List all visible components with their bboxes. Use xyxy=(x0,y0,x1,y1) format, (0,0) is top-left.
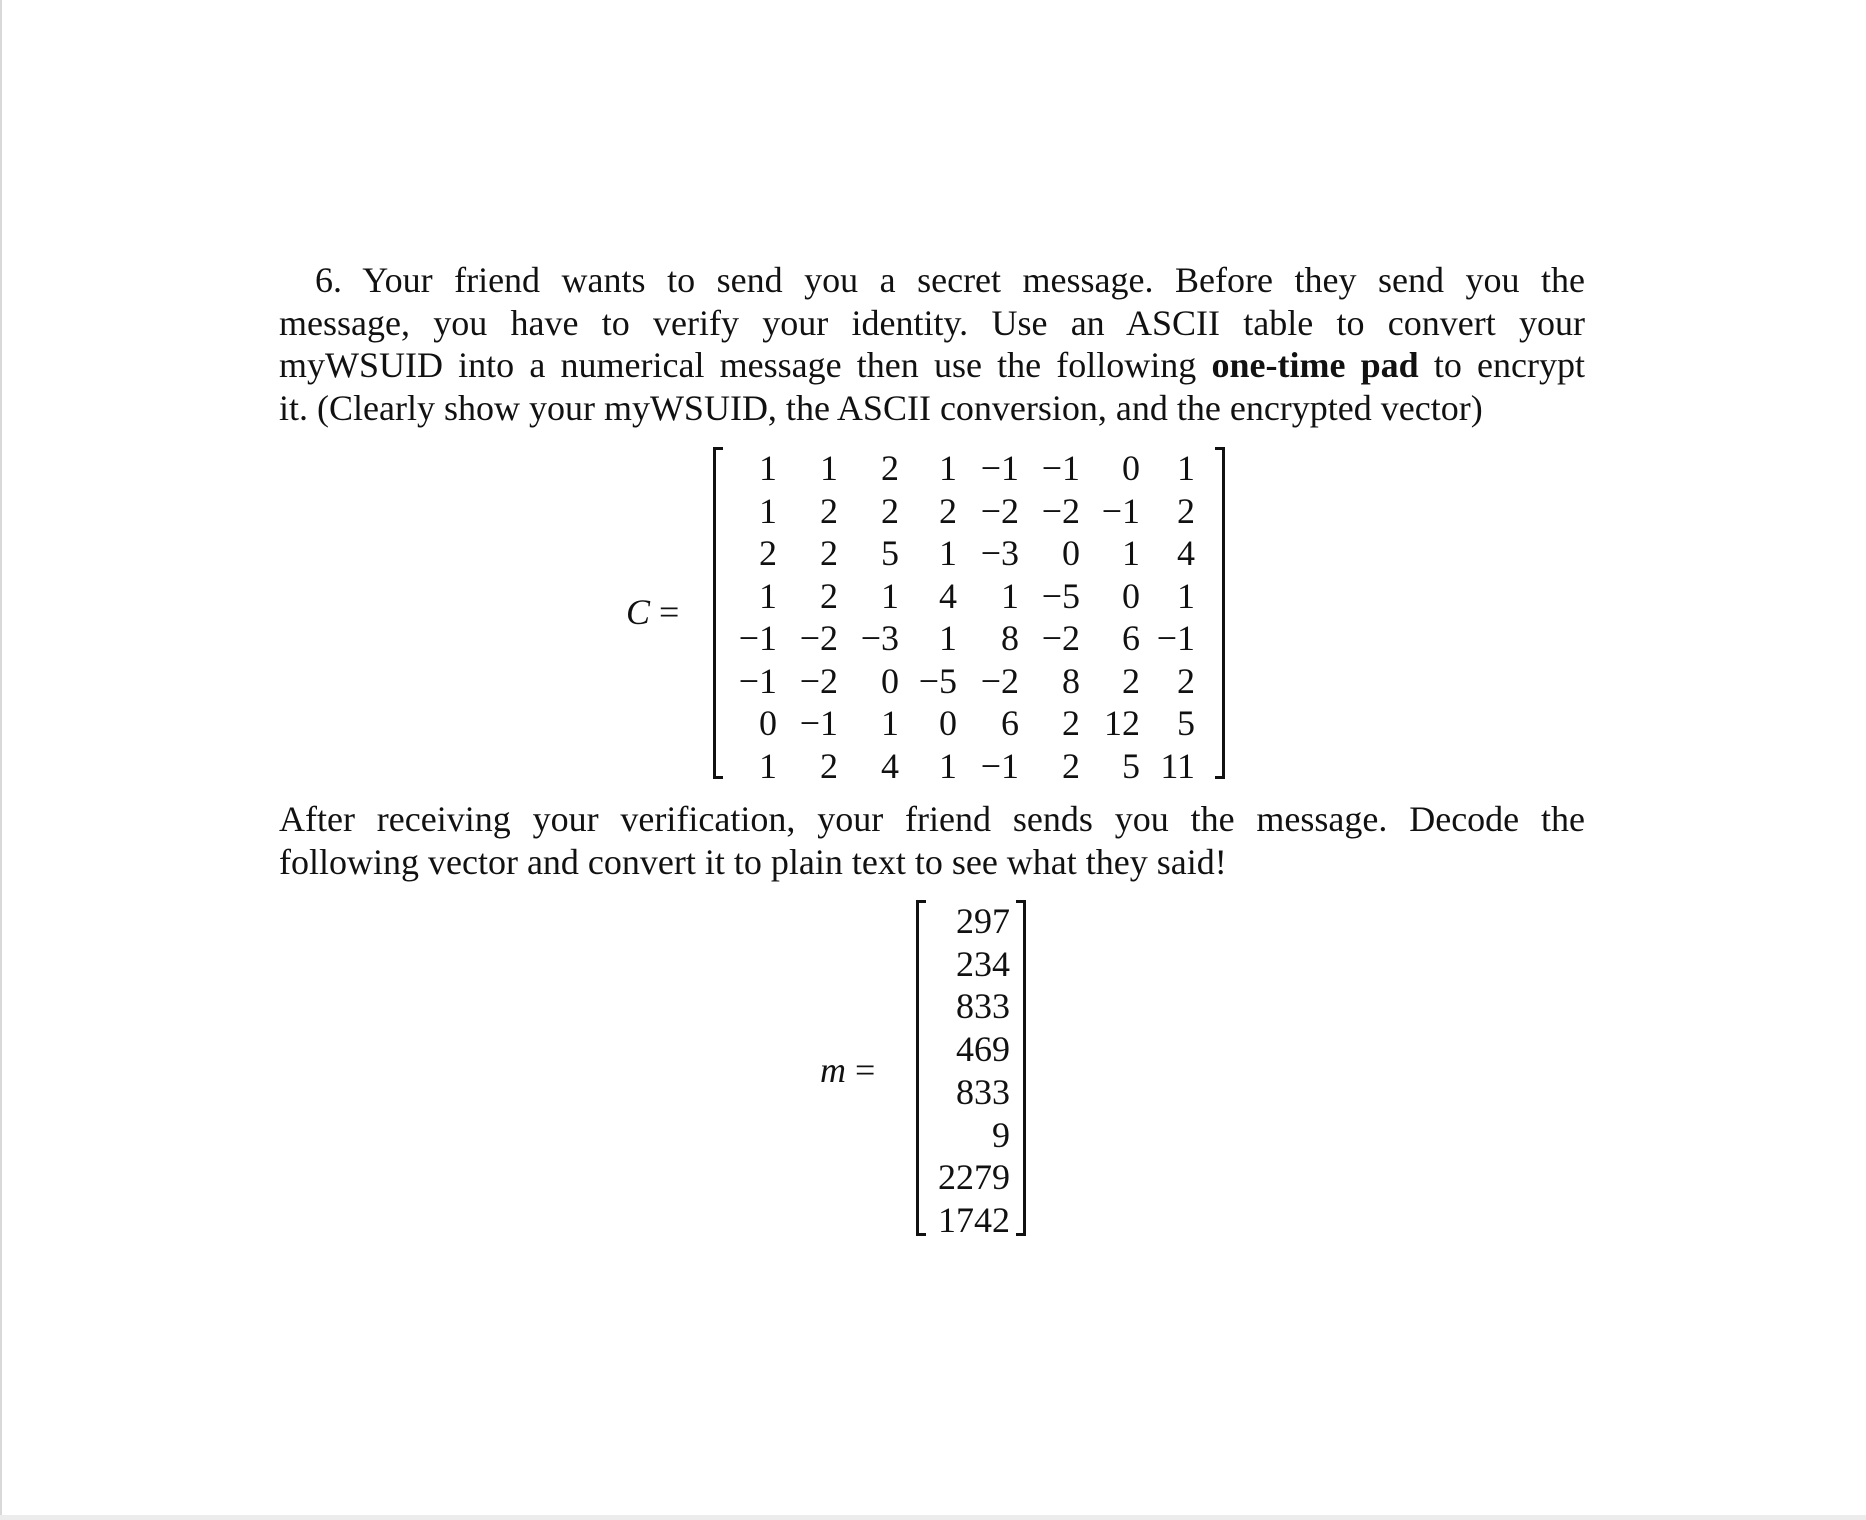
vector-m-entries xyxy=(930,900,1024,1240)
vector-m-entry: 9 xyxy=(992,1114,1010,1155)
matrix-c-left-bracket xyxy=(713,447,723,779)
vector-m-label: m = xyxy=(820,1050,876,1090)
matrix-c-entry: 1 xyxy=(1177,448,1195,488)
matrix-c-entry: 4 xyxy=(881,745,899,786)
matrix-c-entry: 5 xyxy=(1177,703,1195,743)
matrix-c-entry: −1 xyxy=(980,745,1019,786)
matrix-c-entry: 2 xyxy=(1177,490,1195,531)
matrix-c-entry: 2 xyxy=(820,533,838,573)
matrix-c-entry: −2 xyxy=(799,660,838,701)
matrix-c-label: C = xyxy=(626,592,680,632)
statement-line-1: 6. Your friend wants to send you a secret message. Before they send you the xyxy=(315,260,1585,300)
matrix-c-entry: −2 xyxy=(980,660,1019,701)
matrix-c-entry: −5 xyxy=(918,660,957,701)
vector-m-entry: 833 xyxy=(956,986,1010,1027)
matrix-c-entry: −2 xyxy=(980,490,1019,531)
matrix-c-entry: −3 xyxy=(860,618,899,658)
matrix-c-entry: −1 xyxy=(1101,490,1140,531)
vector-m-entry: 297 xyxy=(956,901,1010,942)
matrix-c-entry: 0 xyxy=(1062,533,1080,573)
vector-m-entry: 1742 xyxy=(938,1199,1010,1240)
page-left-edge xyxy=(0,0,2,1520)
decode-line-1: After receiving your verification, your friend sends you the message. Decode the xyxy=(279,799,1585,839)
matrix-c-entry: 6 xyxy=(1001,703,1019,743)
matrix-c-entry: 2 xyxy=(820,575,838,616)
matrix-c-entry: −1 xyxy=(1041,448,1080,488)
matrix-c-entry: 1 xyxy=(939,533,957,573)
matrix-c-entry: −1 xyxy=(1156,618,1195,658)
matrix-c-entry: 0 xyxy=(881,660,899,701)
vector-m-entry: 469 xyxy=(956,1029,1010,1070)
matrix-c-entry: 1 xyxy=(759,448,777,488)
matrix-c-entry: 2 xyxy=(881,490,899,531)
matrix-c-entry: 2 xyxy=(1122,660,1140,701)
matrix-c-entry: 5 xyxy=(881,533,899,573)
matrix-c-entry: 5 xyxy=(1122,745,1140,786)
matrix-c-entry: 4 xyxy=(1177,533,1195,573)
vector-m-entry: 2279 xyxy=(938,1157,1010,1198)
matrix-c-entry: 1 xyxy=(1001,575,1019,616)
matrix-c-entry: 2 xyxy=(820,745,838,786)
matrix-c-entry: −1 xyxy=(738,618,777,658)
matrix-c-entry: 1 xyxy=(881,575,899,616)
problem-number: 6. xyxy=(315,260,342,300)
vector-m-left-bracket xyxy=(916,900,926,1236)
matrix-c-entry: 0 xyxy=(759,703,777,743)
statement-line-2: message, you have to verify your identity. Use an ASCII table to convert your xyxy=(279,302,1585,343)
page-bottom-edge xyxy=(0,1515,1866,1520)
matrix-c-entry: 0 xyxy=(1122,575,1140,616)
matrix-c-entry: 6 xyxy=(1122,618,1140,658)
matrix-c-entry: 1 xyxy=(1177,575,1195,616)
matrix-c-entry: 1 xyxy=(939,618,957,658)
matrix-c-entry: −2 xyxy=(1041,618,1080,658)
vector-m xyxy=(916,900,1026,1240)
matrix-c-entry: 4 xyxy=(939,575,957,616)
matrix-c-entry: 1 xyxy=(820,448,838,488)
matrix-c-right-bracket xyxy=(1215,447,1225,779)
statement-line-4: it. (Clearly show your myWSUID, the ASCII conversion, and the encrypted vector) xyxy=(279,387,1483,428)
matrix-c-entry: 2 xyxy=(881,448,899,488)
matrix-c-entry: 1 xyxy=(759,575,777,616)
matrix-c-entry: 2 xyxy=(1062,745,1080,786)
decode-line-2: following vector and convert it to plain text to see what they said! xyxy=(279,841,1227,882)
matrix-c-entry: 2 xyxy=(1062,703,1080,743)
matrix-c-entry: 2 xyxy=(939,490,957,531)
vector-m-entry: 833 xyxy=(956,1071,1010,1112)
matrix-c-entry: −1 xyxy=(799,703,838,743)
decode-instructions xyxy=(279,798,1585,883)
matrix-c-entry: 1 xyxy=(759,745,777,786)
matrix-c-entry: −1 xyxy=(980,448,1019,488)
matrix-c-entry: 0 xyxy=(1122,448,1140,488)
matrix-c-entry: −3 xyxy=(980,533,1019,573)
vector-m-entry: 234 xyxy=(956,943,1010,984)
vector-m-right-bracket xyxy=(1016,900,1026,1236)
matrix-c-entry: 0 xyxy=(939,703,957,743)
matrix-c-entry: −2 xyxy=(1041,490,1080,531)
matrix-c-entry: −5 xyxy=(1041,575,1080,616)
matrix-c-entry: 8 xyxy=(1001,618,1019,658)
one-time-pad-term: one-time pad xyxy=(1211,345,1419,385)
matrix-c-entry: −2 xyxy=(799,618,838,658)
matrix-c-entry: 2 xyxy=(820,490,838,531)
matrix-c-entry: 2 xyxy=(1177,660,1195,701)
matrix-c-entry: 1 xyxy=(881,703,899,743)
matrix-c-entries xyxy=(727,447,1211,786)
matrix-c-entry: 2 xyxy=(759,533,777,573)
matrix-c-entry: 1 xyxy=(759,490,777,531)
matrix-c xyxy=(713,447,1225,786)
matrix-c-entry: −1 xyxy=(738,660,777,701)
matrix-c-entry: 1 xyxy=(1122,533,1140,573)
problem-statement xyxy=(279,259,1585,429)
matrix-c-entry: 8 xyxy=(1062,660,1080,701)
statement-line-3: myWSUID into a numerical message then use the following one-time pad to encrypt xyxy=(279,345,1585,385)
matrix-c-entry: 12 xyxy=(1104,703,1140,743)
matrix-c-entry: 1 xyxy=(939,448,957,488)
matrix-c-entry: 1 xyxy=(939,745,957,786)
matrix-c-entry: 11 xyxy=(1160,745,1195,786)
